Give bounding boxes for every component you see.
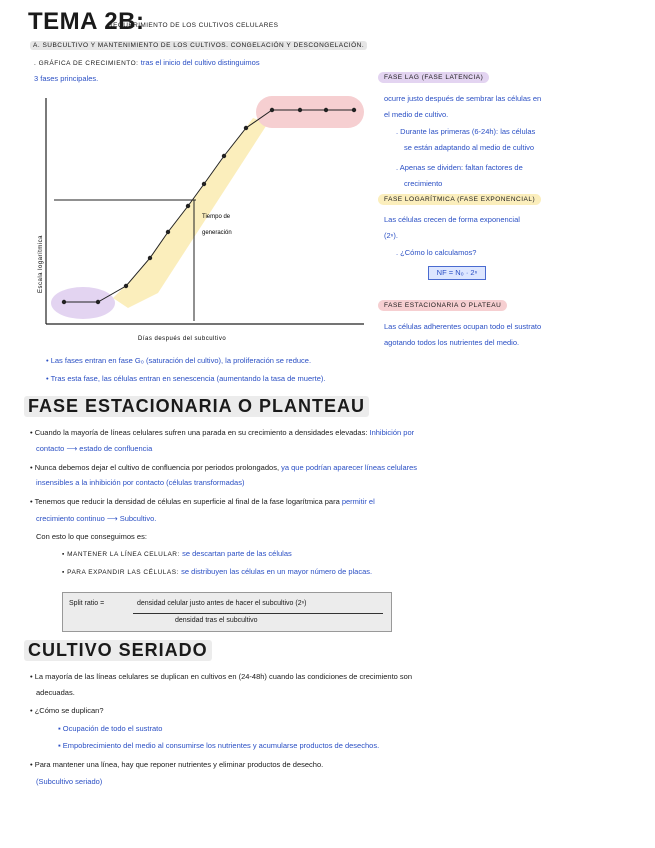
section-title-plateau: FASE ESTACIONARIA O PLANTEAU (24, 396, 369, 417)
split-denominator: densidad tras el subcultivo (175, 617, 258, 624)
seriado-q-b2: ▪ Empobrecimiento del medio al consumirse los nutrientes y acumularse productos de desechos. (58, 741, 380, 750)
plateau-p4-b2: ▪ PARA EXPANDIR LAS CÉLULAS: se distribuyen las células en un mayor número de placas. (62, 567, 373, 576)
log-phase-highlight (113, 118, 268, 308)
log-desc-1: Las células crecen de forma exponencial (384, 215, 520, 224)
plateau-p3: • Tenemos que reducir la densidad de células en superficie al final de la fase logarítmica para permitir el (30, 497, 375, 506)
log-phase-title: FASE LOGARÍTMICA (FASE EXPONENCIAL) (378, 196, 541, 203)
lag-desc-2: el medio de cultivo. (384, 110, 449, 119)
plateau-desc-2: agotando todos los nutrientes del medio. (384, 338, 520, 347)
curve-intro: . GRÁFICA DE CRECIMIENTO: tras el inicio del cultivo distinguimos (34, 58, 260, 67)
split-numerator: densidad celular justo antes de hacer el subcultivo (2ⁿ) (137, 600, 307, 607)
plateau-p4: Con esto lo que conseguimos es: (36, 532, 147, 541)
seriado-p1: • La mayoría de las líneas celulares se duplican en cultivos en (24-48h) cuando las condiciones de crecimiento son (30, 672, 413, 681)
plateau-p3b: crecimiento continuo ⟶ Subcultivo. (36, 514, 157, 523)
seriado-p2: • Para mantener una línea, hay que reponer nutrientes y eliminar productos de desecho. (30, 760, 324, 769)
seriado-p1b: adecuadas. (36, 688, 75, 697)
curve-intro-2: 3 fases principales. (34, 74, 99, 83)
plateau-p1: • Cuando la mayoría de líneas celulares sufren una parada en su crecimiento a densidades elevadas: Inhibición por (30, 428, 415, 437)
page-title: TEMA 2B: (28, 8, 145, 35)
after-chart-2: • Tras esta fase, las células entran en senescencia (aumentando la tasa de muerte). (46, 374, 326, 383)
plateau-p4-b1: ▪ MANTENER LA LÍNEA CELULAR: se descartan parte de las células (62, 549, 292, 558)
lag-bullet-1: . Durante las primeras (6-24h): las células (396, 127, 536, 136)
log-question: . ¿Cómo lo calculamos? (396, 248, 477, 257)
plateau-p1b: contacto ⟶ estado de confluencia (36, 444, 153, 453)
split-fraction-bar (133, 613, 383, 614)
seriado-p2b: (Subcultivo seriado) (36, 777, 103, 786)
lag-phase-highlight (51, 287, 115, 319)
seriado-question: • ¿Cómo se duplican? (30, 706, 104, 715)
growth-curve-chart (28, 88, 373, 350)
lag-desc-1: ocurre justo después de sembrar las células en (384, 94, 542, 103)
lag-bullet-2b: crecimiento (404, 179, 443, 188)
section-title-seriado: CULTIVO SERIADO (24, 640, 212, 661)
generation-label-1: Tiempo de (202, 214, 231, 220)
plateau-p2: • Nunca debemos dejar el cultivo de confluencia por periodos prolongados, ya que podrían aparecer líneas celulares (30, 463, 418, 472)
plateau-p2b: insensibles a la inhibición por contacto (células transformadas) (36, 478, 245, 487)
chart-xlabel: Días después del subcultivo (138, 336, 227, 342)
seriado-q-b1: ▪ Ocupación de todo el sustrato (58, 724, 163, 733)
generation-label-2: generación (202, 230, 232, 236)
split-label: Split ratio = (69, 600, 105, 607)
lag-bullet-2: . Apenas se dividen: faltan factores de (396, 163, 523, 172)
point-a: A. SUBCULTIVO Y MANTENIMIENTO DE LOS CULTIVOS. CONGELACIÓN Y DESCONGELACIÓN. (30, 42, 367, 49)
nf-formula: NF = N₀ · 2ⁿ (428, 266, 486, 280)
lag-bullet-1b: se están adaptando al medio de cultivo (404, 143, 535, 152)
after-chart-1: • Las fases entran en fase G₀ (saturación del cultivo), la proliferación se reduce. (46, 356, 312, 365)
chart-ylabel: Escala logarítmica (38, 234, 44, 293)
page-subtitle: REQUERIMIENTO DE LOS CULTIVOS CELULARES (108, 22, 279, 29)
plateau-desc-1: Las células adherentes ocupan todo el sustrato (384, 322, 542, 331)
log-desc-2: (2ⁿ). (384, 231, 398, 240)
lag-phase-title: FASE LAG (FASE LATENCIA) (378, 74, 489, 81)
split-ratio-box (62, 592, 392, 632)
plateau-phase-title: FASE ESTACIONARIA O PLATEAU (378, 302, 507, 309)
